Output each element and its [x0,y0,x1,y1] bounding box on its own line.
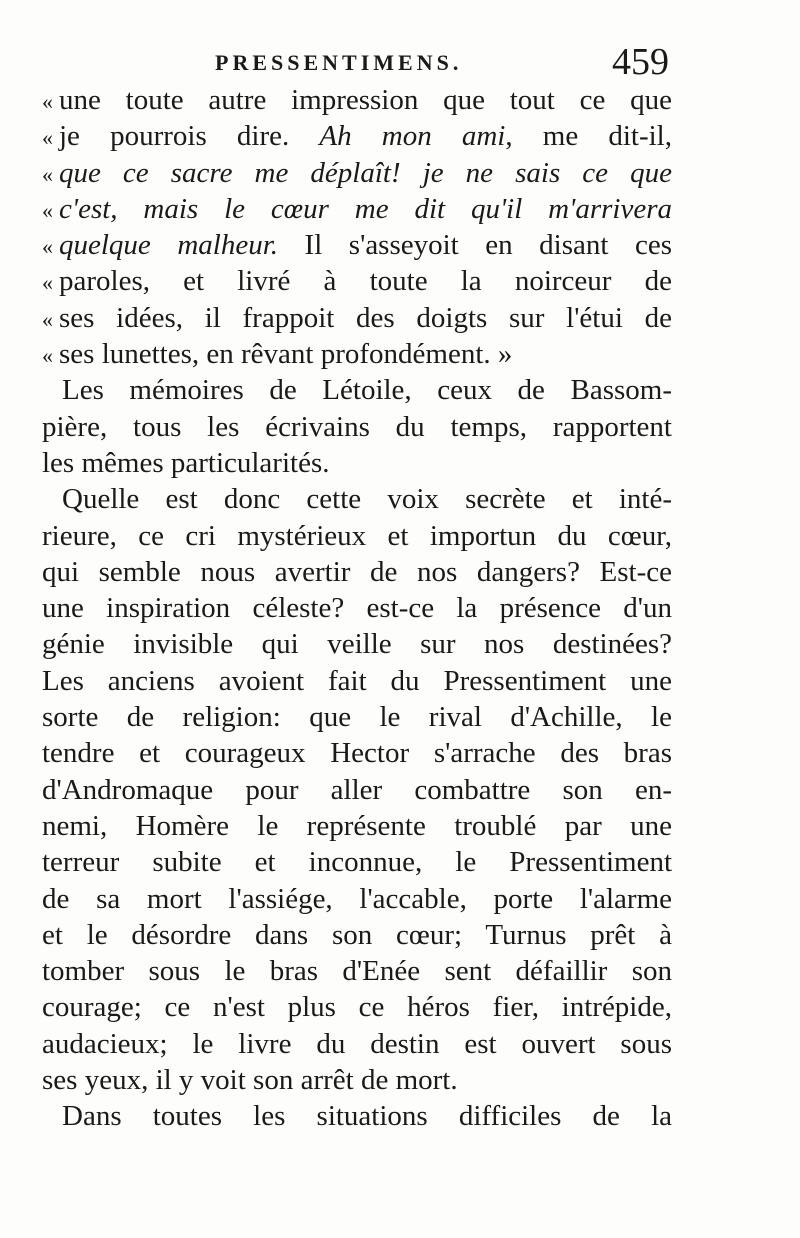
text-segment: Les anciens avoient fait du Pressentiment une [42,664,672,697]
text-segment: une inspiration céleste? est-ce la présence d'un [42,592,672,625]
text-segment: terreur subite et inconnue, le Pressentiment [42,846,672,879]
italic-text: Ah mon ami [319,120,506,153]
italic-text: que ce sacre me déplaît! je ne sais ce que [59,156,672,189]
text-segment: les mêmes particularités. [42,446,330,479]
text-segment: une toute autre impression que tout ce que [59,84,672,116]
text-segment: ses idées, il frappoit des doigts sur l'étui de [59,301,672,334]
text-segment: nemi, Homère le représente troublé par une [42,809,672,842]
text-line [42,735,672,771]
text-segment: rieure, ce cri mystérieux et importun du cœur, [42,519,672,552]
page-number: 459 [612,41,669,83]
quote-mark: « [42,343,53,369]
text-segment: je pourrois dire. [59,120,320,153]
quote-mark: « [42,234,53,260]
text-segment: génie invisible qui veille sur nos destinées? [42,628,672,661]
italic-text: quelque malheur. [59,229,279,262]
text-segment: Quelle est donc cette voix secrète et inté- [62,483,672,516]
text-line [42,1098,672,1134]
text-line [42,1062,672,1098]
italic-text: c'est, mais le cœur me dit qu'il m'arrivera [59,192,672,225]
text-line [42,626,672,662]
quote-mark: « [42,306,53,332]
text-segment: tendre et courageux Hector s'arrache des bras [42,737,672,770]
quote-mark: « [42,89,53,114]
text-line [42,844,672,880]
text-line [42,518,672,554]
text-line [42,1026,672,1062]
text-line [42,300,672,336]
text-line [42,409,672,445]
text-segment: sorte de religion: que le rival d'Achille, le [42,701,672,734]
text-line [42,155,672,191]
quote-mark: « [42,125,53,151]
text-line [42,554,672,590]
text-line [42,590,672,626]
running-title: PRESSENTIMENS. [215,50,463,75]
text-segment: , me dit-il, [505,120,672,153]
quote-mark: « [42,161,53,187]
text-line [42,82,672,118]
text-line [42,227,672,263]
text-line [42,881,672,917]
text-segment: Les mémoires de Létoile, ceux de Bassom- [62,374,672,407]
text-segment: pière, tous les écrivains du temps, rapportent [42,410,672,443]
text-segment: tomber sous le bras d'Enée sent défaillir son [42,955,672,988]
text-line [42,481,672,517]
text-line [42,372,672,408]
quote-mark: « [42,197,53,223]
text-segment: Dans toutes les situations difficiles de la [62,1100,672,1133]
text-segment: ses lunettes, en rêvant profondément. » [59,338,513,371]
text-segment: qui semble nous avertir de nos dangers? Est-ce [42,555,672,588]
text-line [42,445,672,481]
text-line [42,989,672,1025]
text-segment: Il s'asseyoit en disant ces [278,229,672,262]
text-line [42,191,672,227]
text-segment: de sa mort l'assiége, l'accable, porte l'alarme [42,882,672,915]
text-line [42,263,672,299]
text-segment: courage; ce n'est plus ce héros fier, intrépide, [42,991,672,1024]
text-segment: d'Andromaque pour aller combattre son en- [42,773,672,806]
text-line [42,118,672,154]
body-text [42,82,672,1135]
text-line [42,663,672,699]
quote-mark: « [42,270,53,296]
text-line [42,772,672,808]
text-segment: paroles, et livré à toute la noirceur de [59,265,672,298]
text-line [42,808,672,844]
text-segment: et le désordre dans son cœur; Turnus prêt à [42,918,672,951]
text-segment: ses yeux, il y voit son arrêt de mort. [42,1064,458,1097]
text-line [42,699,672,735]
text-line [42,953,672,989]
text-line [42,917,672,953]
text-line [42,336,672,372]
text-segment: audacieux; le livre du destin est ouvert sous [42,1027,672,1060]
